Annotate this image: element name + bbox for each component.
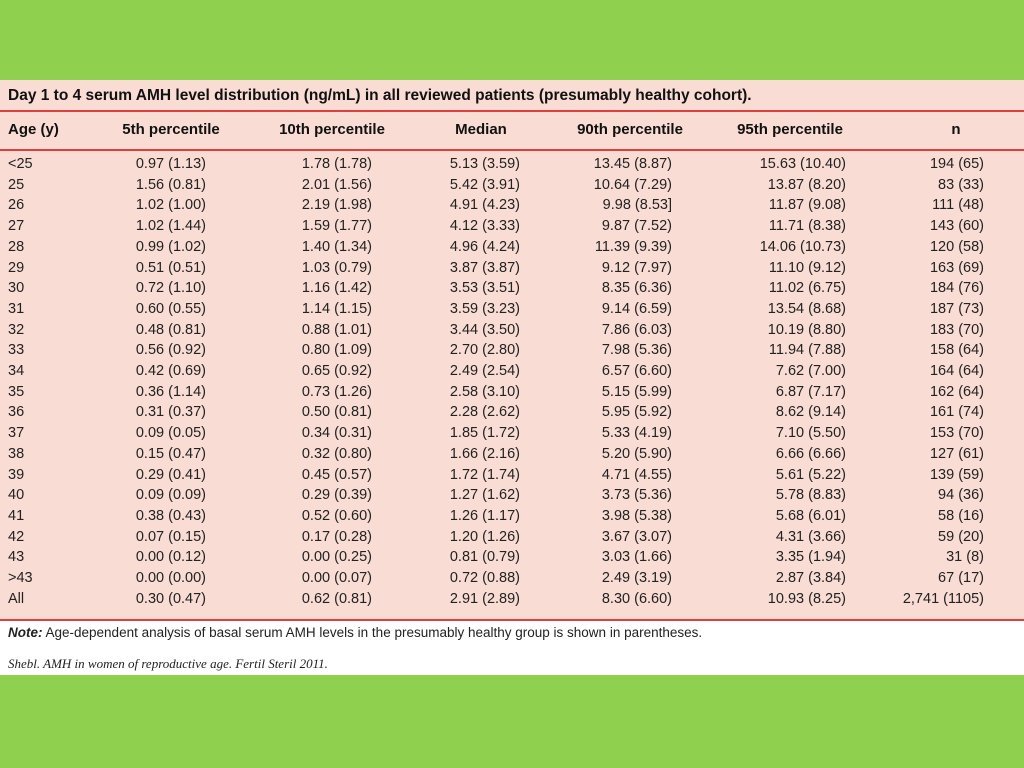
cell-5th-percentile: 0.00 (0.12) bbox=[135, 549, 206, 566]
cell-90th-percentile: 6.57 (6.60) bbox=[601, 363, 672, 379]
cell-95th-percentile: 14.06 (10.73) bbox=[759, 238, 846, 255]
cell-10th-percentile: 1.16 (1.42) bbox=[301, 280, 372, 297]
cell-90th-percentile: 11.39 (9.39) bbox=[594, 238, 672, 255]
cell-95th-percentile: 7.10 (5.50) bbox=[775, 425, 846, 442]
cell-median: 2.28 (2.62) bbox=[449, 404, 520, 421]
cell-n: 187 (73) bbox=[929, 300, 984, 317]
cell-5th-percentile: 0.72 (1.10) bbox=[135, 280, 206, 297]
cell-n: 163 (69) bbox=[929, 259, 984, 276]
cell-90th-percentile: 5.33 (4.19) bbox=[601, 425, 672, 442]
cell-10th-percentile: 2.19 (1.98) bbox=[301, 197, 372, 214]
cell-10th-percentile: 0.52 (0.60) bbox=[301, 507, 372, 524]
cell-n: 127 (61) bbox=[929, 445, 984, 462]
cell-95th-percentile: 13.54 (8.68) bbox=[767, 300, 846, 317]
cell-n: 111 (48) bbox=[932, 197, 984, 214]
cell-90th-percentile: 7.86 (6.03) bbox=[601, 321, 672, 338]
cell-n: 83 (33) bbox=[938, 176, 984, 193]
cell-n: 161 (74) bbox=[929, 404, 984, 421]
cell-median: 0.81 (0.79) bbox=[449, 549, 520, 566]
cell-10th-percentile: 0.73 (1.26) bbox=[301, 383, 372, 400]
cell-90th-percentile: 3.03 (1.66) bbox=[601, 549, 672, 566]
cell-90th-percentile: 3.98 (5.38) bbox=[601, 507, 672, 524]
cell-90th-percentile: 9.98 (8.53] bbox=[602, 197, 672, 214]
cell-10th-percentile: 1.78 (1.78) bbox=[301, 156, 372, 172]
cell-95th-percentile: 6.66 (6.66) bbox=[775, 445, 846, 462]
cell-n: 162 (64) bbox=[929, 383, 984, 400]
cell-median: 1.72 (1.74) bbox=[449, 466, 520, 483]
table-header-rule bbox=[0, 149, 1024, 151]
cell-median: 4.12 (3.33) bbox=[449, 218, 520, 235]
cell-90th-percentile: 7.98 (5.36) bbox=[601, 342, 672, 359]
cell-age: 42 bbox=[8, 528, 25, 545]
cell-10th-percentile: 0.00 (0.25) bbox=[301, 549, 372, 566]
cell-90th-percentile: 8.35 (6.36) bbox=[601, 280, 672, 297]
cell-age: 43 bbox=[8, 549, 25, 566]
cell-90th-percentile: 3.67 (3.07) bbox=[601, 528, 672, 545]
cell-10th-percentile: 0.62 (0.81) bbox=[301, 590, 372, 607]
cell-n: 194 (65) bbox=[929, 156, 984, 172]
cell-n: 59 (20) bbox=[938, 528, 984, 545]
cell-5th-percentile: 0.56 (0.92) bbox=[135, 342, 206, 359]
cell-95th-percentile: 11.94 (7.88) bbox=[768, 342, 846, 359]
cell-95th-percentile: 5.61 (5.22) bbox=[775, 466, 846, 483]
cell-n: 153 (70) bbox=[929, 425, 984, 442]
cell-5th-percentile: 1.56 (0.81) bbox=[135, 176, 206, 193]
cell-10th-percentile: 1.59 (1.77) bbox=[301, 218, 372, 235]
cell-5th-percentile: 0.09 (0.09) bbox=[135, 487, 206, 504]
cell-median: 3.44 (3.50) bbox=[449, 321, 520, 338]
cell-10th-percentile: 1.40 (1.34) bbox=[301, 238, 372, 255]
cell-95th-percentile: 8.62 (9.14) bbox=[775, 404, 846, 421]
cell-n: 67 (17) bbox=[938, 570, 984, 586]
cell-95th-percentile: 5.68 (6.01) bbox=[775, 507, 846, 524]
header-95th-percentile: 95th percentile bbox=[737, 121, 843, 138]
cell-age: 38 bbox=[8, 445, 25, 462]
citation: Shebl. AMH in women of reproductive age. Fertil Steril 2011. bbox=[8, 656, 328, 671]
cell-median: 5.13 (3.59) bbox=[449, 156, 520, 172]
cell-5th-percentile: 0.60 (0.55) bbox=[135, 300, 206, 317]
cell-90th-percentile: 2.49 (3.19) bbox=[601, 570, 672, 586]
cell-90th-percentile: 3.73 (5.36) bbox=[601, 487, 672, 504]
cell-5th-percentile: 0.29 (0.41) bbox=[135, 466, 206, 483]
cell-age: 30 bbox=[8, 280, 25, 297]
cell-95th-percentile: 2.87 (3.84) bbox=[775, 570, 846, 586]
table-top-rule bbox=[0, 110, 1024, 112]
cell-median: 2.91 (2.89) bbox=[449, 590, 520, 607]
cell-5th-percentile: 0.07 (0.15) bbox=[135, 528, 206, 545]
cell-10th-percentile: 2.01 (1.56) bbox=[301, 176, 372, 193]
cell-10th-percentile: 0.88 (1.01) bbox=[301, 321, 372, 338]
cell-5th-percentile: 0.31 (0.37) bbox=[135, 404, 206, 421]
cell-5th-percentile: 0.09 (0.05) bbox=[135, 425, 206, 442]
cell-5th-percentile: 1.02 (1.00) bbox=[135, 197, 206, 214]
header-10th-percentile: 10th percentile bbox=[279, 121, 385, 138]
cell-95th-percentile: 3.35 (1.94) bbox=[775, 549, 846, 566]
cell-95th-percentile: 5.78 (8.83) bbox=[775, 487, 846, 504]
cell-n: 183 (70) bbox=[929, 321, 984, 338]
cell-n: 2,741 (1105) bbox=[902, 590, 984, 607]
header-5th-percentile: 5th percentile bbox=[122, 121, 220, 138]
cell-n: 31 (8) bbox=[946, 549, 984, 566]
header-age: Age (y) bbox=[8, 121, 59, 138]
cell-age: 41 bbox=[8, 507, 25, 524]
cell-age: 33 bbox=[8, 342, 25, 359]
table-note bbox=[8, 625, 702, 640]
cell-10th-percentile: 0.34 (0.31) bbox=[301, 425, 372, 442]
cell-age: >43 bbox=[8, 570, 33, 586]
cell-median: 1.26 (1.17) bbox=[449, 507, 520, 524]
cell-age: 36 bbox=[8, 404, 25, 421]
cell-median: 3.87 (3.87) bbox=[449, 259, 520, 276]
cell-5th-percentile: 0.30 (0.47) bbox=[135, 590, 206, 607]
cell-10th-percentile: 1.03 (0.79) bbox=[301, 259, 372, 276]
cell-5th-percentile: 0.97 (1.13) bbox=[135, 156, 206, 172]
cell-95th-percentile: 15.63 (10.40) bbox=[759, 156, 846, 172]
cell-90th-percentile: 9.87 (7.52) bbox=[601, 218, 672, 235]
cell-median: 1.85 (1.72) bbox=[449, 425, 520, 442]
cell-age: 40 bbox=[8, 487, 25, 504]
cell-95th-percentile: 4.31 (3.66) bbox=[775, 528, 846, 545]
cell-median: 4.91 (4.23) bbox=[449, 197, 520, 214]
cell-age: 25 bbox=[8, 176, 25, 193]
cell-10th-percentile: 1.14 (1.15) bbox=[301, 300, 372, 317]
cell-median: 1.27 (1.62) bbox=[449, 487, 520, 504]
cell-10th-percentile: 0.50 (0.81) bbox=[301, 404, 372, 421]
cell-age: <25 bbox=[8, 156, 33, 172]
cell-5th-percentile: 0.99 (1.02) bbox=[135, 238, 206, 255]
cell-10th-percentile: 0.80 (1.09) bbox=[301, 342, 372, 359]
cell-n: 94 (36) bbox=[938, 487, 984, 504]
cell-median: 3.53 (3.51) bbox=[449, 280, 520, 297]
cell-median: 2.49 (2.54) bbox=[449, 363, 520, 379]
cell-median: 2.70 (2.80) bbox=[449, 342, 520, 359]
cell-n: 164 (64) bbox=[929, 363, 984, 379]
cell-5th-percentile: 0.00 (0.00) bbox=[135, 570, 206, 586]
cell-90th-percentile: 8.30 (6.60) bbox=[601, 590, 672, 607]
note-text: Age-dependent analysis of basal serum AMH levels in the presumably healthy group is shown in parentheses. bbox=[42, 625, 703, 640]
cell-90th-percentile: 5.15 (5.99) bbox=[601, 383, 672, 400]
cell-age: 31 bbox=[8, 300, 25, 317]
cell-10th-percentile: 0.17 (0.28) bbox=[301, 528, 372, 545]
cell-10th-percentile: 0.65 (0.92) bbox=[301, 363, 372, 379]
cell-n: 120 (58) bbox=[929, 238, 984, 255]
cell-5th-percentile: 1.02 (1.44) bbox=[135, 218, 206, 235]
table-caption: Day 1 to 4 serum AMH level distribution (ng/mL) in all reviewed patients (presumably healthy cohort). bbox=[8, 87, 752, 104]
cell-median: 0.72 (0.88) bbox=[449, 570, 520, 586]
cell-5th-percentile: 0.42 (0.69) bbox=[135, 363, 206, 379]
cell-median: 4.96 (4.24) bbox=[449, 238, 520, 255]
cell-median: 2.58 (3.10) bbox=[449, 383, 520, 400]
header-90th-percentile: 90th percentile bbox=[577, 121, 683, 138]
cell-10th-percentile: 0.29 (0.39) bbox=[301, 487, 372, 504]
cell-10th-percentile: 0.32 (0.80) bbox=[301, 445, 372, 462]
cell-90th-percentile: 5.95 (5.92) bbox=[601, 404, 672, 421]
cell-n: 58 (16) bbox=[938, 507, 984, 524]
cell-5th-percentile: 0.15 (0.47) bbox=[135, 445, 206, 462]
cell-age: 27 bbox=[8, 218, 25, 235]
cell-10th-percentile: 0.00 (0.07) bbox=[301, 570, 372, 586]
cell-age: 29 bbox=[8, 259, 25, 276]
cell-n: 184 (76) bbox=[929, 280, 984, 297]
cell-5th-percentile: 0.48 (0.81) bbox=[135, 321, 206, 338]
cell-n: 158 (64) bbox=[929, 342, 984, 359]
cell-age: All bbox=[8, 590, 25, 607]
cell-age: 39 bbox=[8, 466, 25, 483]
header-median: Median bbox=[455, 121, 507, 138]
header-n: n bbox=[951, 121, 961, 138]
table-bottom-rule bbox=[0, 619, 1024, 621]
cell-age: 34 bbox=[8, 363, 25, 379]
cell-90th-percentile: 10.64 (7.29) bbox=[593, 176, 672, 193]
cell-age: 37 bbox=[8, 425, 25, 442]
cell-95th-percentile: 7.62 (7.00) bbox=[775, 363, 846, 379]
cell-90th-percentile: 5.20 (5.90) bbox=[601, 445, 672, 462]
cell-90th-percentile: 9.14 (6.59) bbox=[601, 300, 672, 317]
cell-5th-percentile: 0.51 (0.51) bbox=[135, 259, 206, 276]
cell-n: 143 (60) bbox=[929, 218, 984, 235]
cell-95th-percentile: 6.87 (7.17) bbox=[775, 383, 846, 400]
cell-90th-percentile: 9.12 (7.97) bbox=[601, 259, 672, 276]
cell-95th-percentile: 11.87 (9.08) bbox=[768, 197, 846, 214]
note-label: Note: bbox=[8, 625, 43, 640]
cell-age: 32 bbox=[8, 321, 25, 338]
cell-95th-percentile: 10.93 (8.25) bbox=[767, 590, 846, 607]
cell-95th-percentile: 11.71 (8.38) bbox=[768, 218, 846, 235]
cell-5th-percentile: 0.36 (1.14) bbox=[135, 383, 206, 400]
cell-median: 1.20 (1.26) bbox=[449, 528, 520, 545]
cell-median: 1.66 (2.16) bbox=[449, 445, 520, 462]
cell-median: 5.42 (3.91) bbox=[449, 176, 520, 193]
cell-age: 26 bbox=[8, 197, 25, 214]
cell-median: 3.59 (3.23) bbox=[449, 300, 520, 317]
cell-age: 35 bbox=[8, 383, 25, 400]
cell-90th-percentile: 13.45 (8.87) bbox=[593, 156, 672, 172]
cell-5th-percentile: 0.38 (0.43) bbox=[135, 507, 206, 524]
cell-90th-percentile: 4.71 (4.55) bbox=[601, 466, 672, 483]
cell-95th-percentile: 10.19 (8.80) bbox=[767, 321, 846, 338]
cell-95th-percentile: 11.10 (9.12) bbox=[768, 259, 846, 276]
cell-n: 139 (59) bbox=[929, 466, 984, 483]
cell-95th-percentile: 11.02 (6.75) bbox=[768, 280, 846, 297]
cell-10th-percentile: 0.45 (0.57) bbox=[301, 466, 372, 483]
cell-age: 28 bbox=[8, 238, 25, 255]
cell-95th-percentile: 13.87 (8.20) bbox=[767, 176, 846, 193]
